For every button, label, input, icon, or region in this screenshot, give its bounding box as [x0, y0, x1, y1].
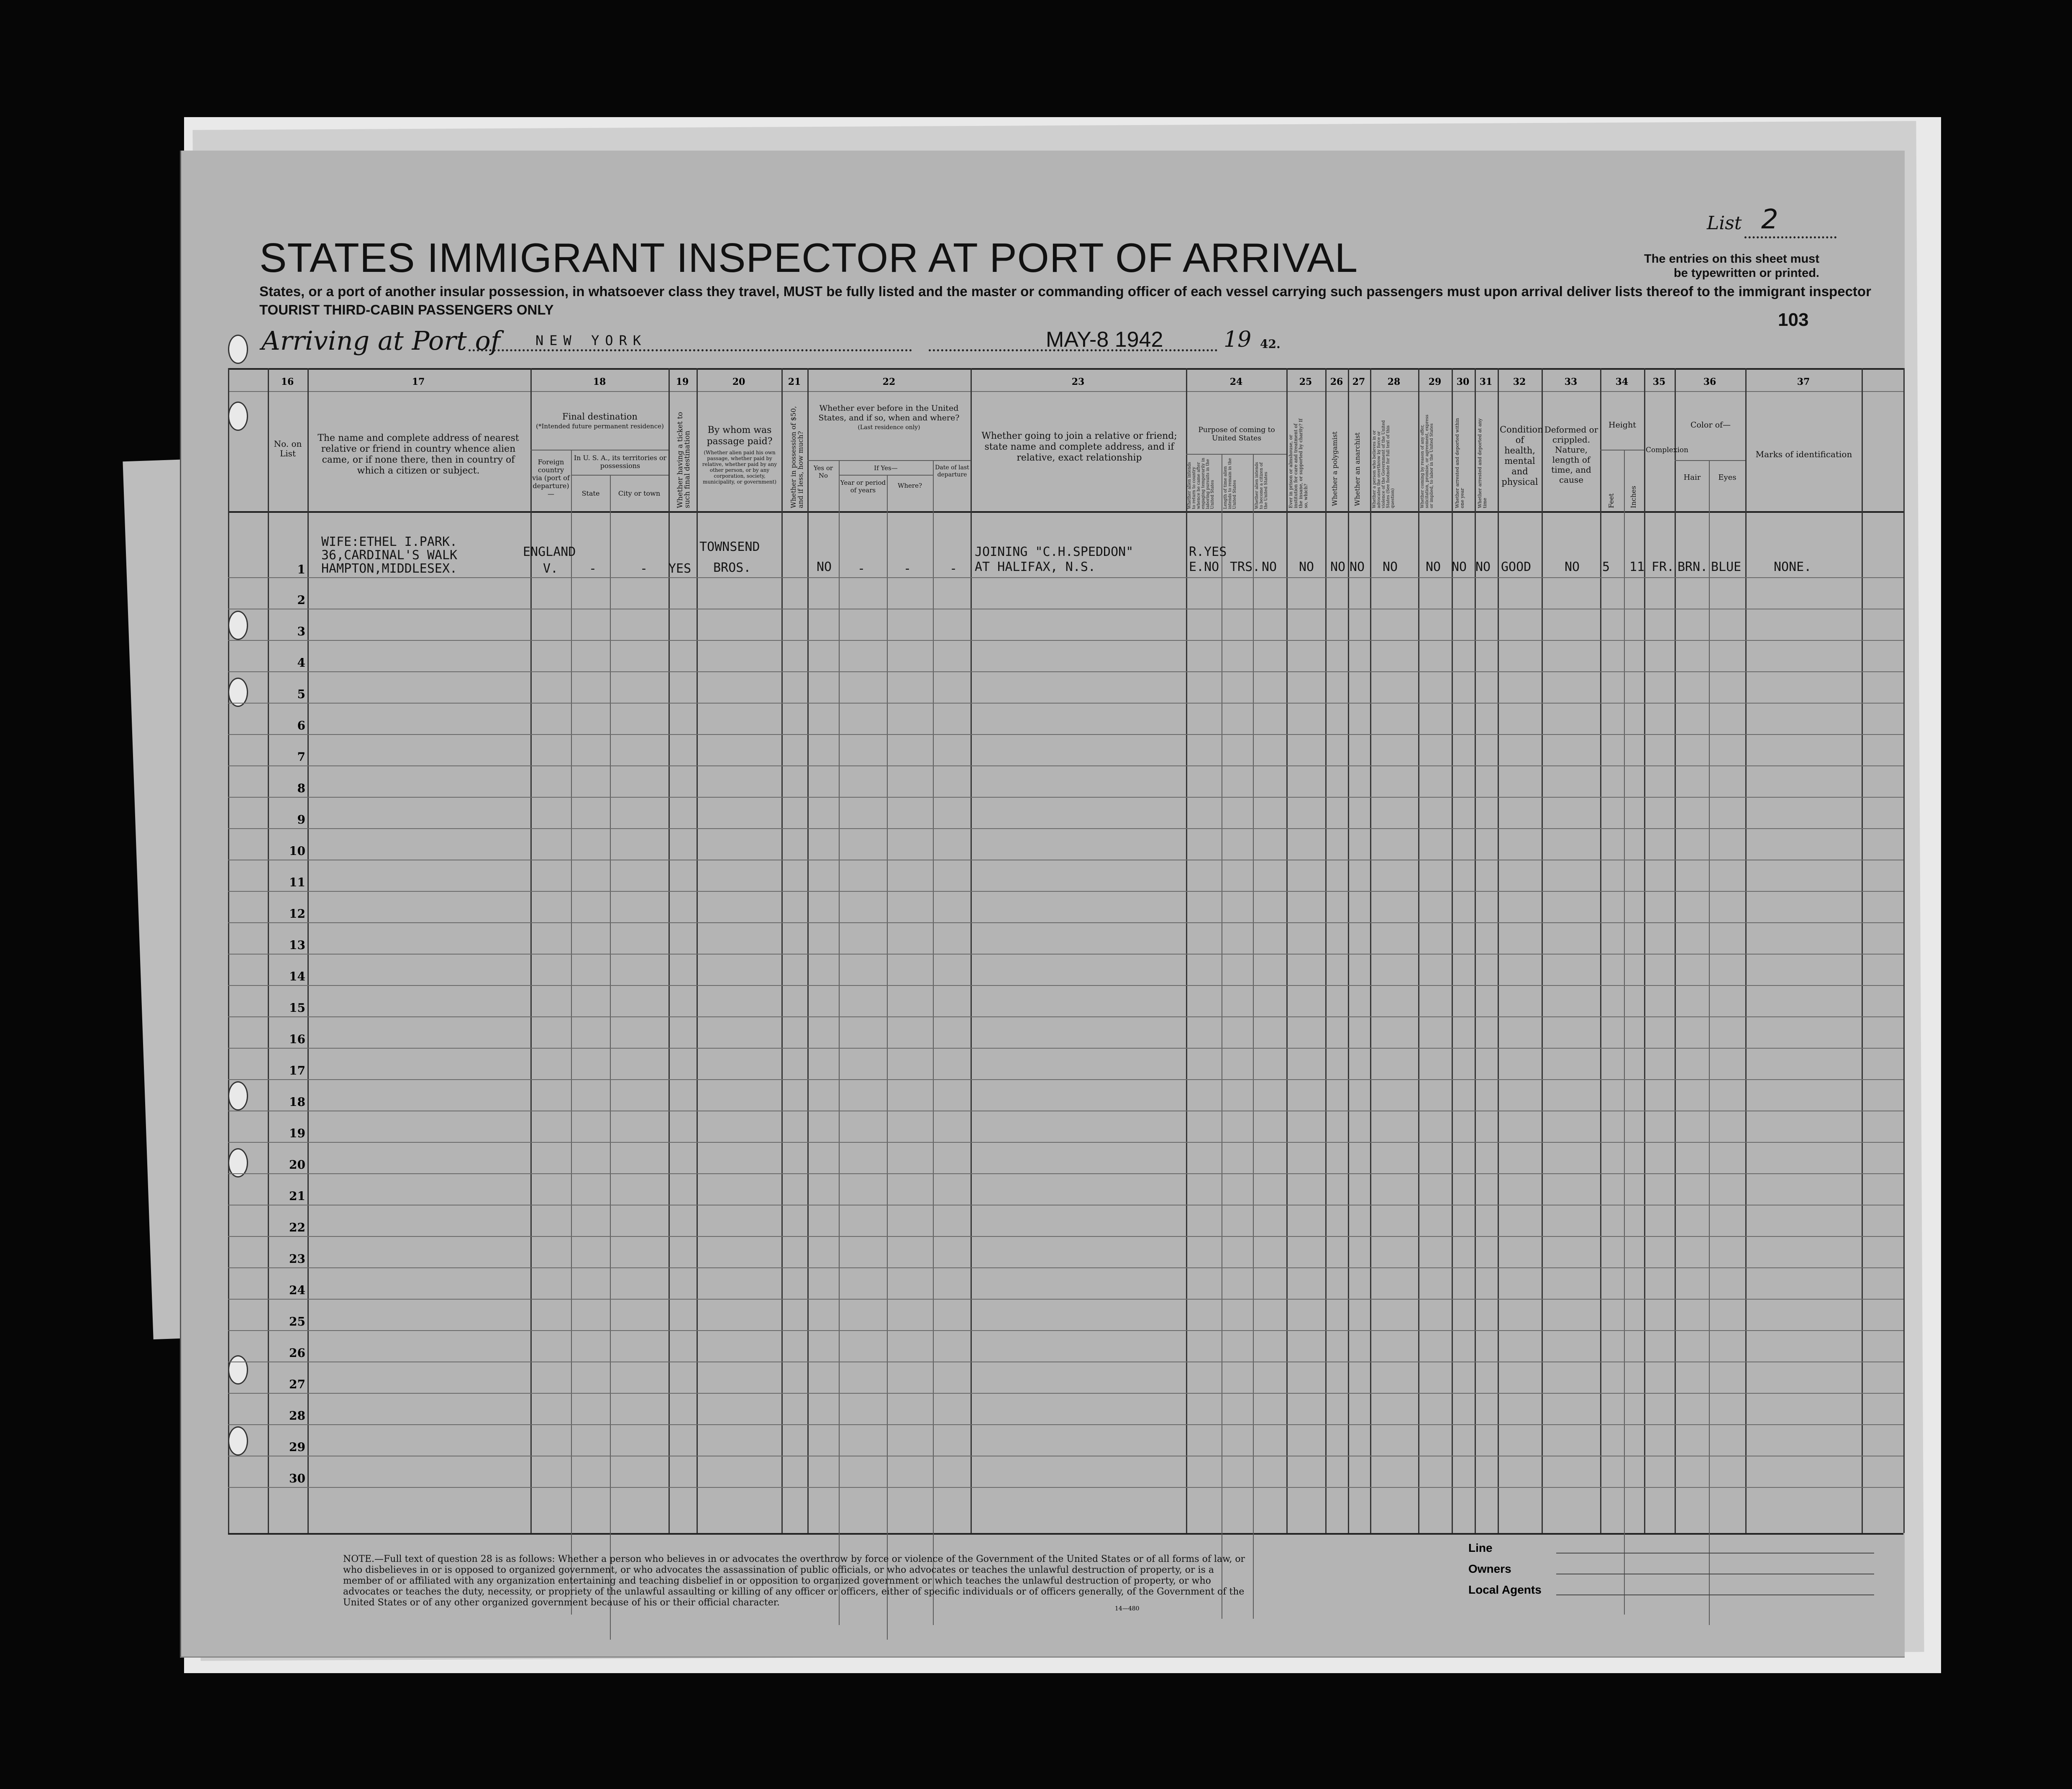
col-rule: [1675, 368, 1676, 1533]
row-number: 2: [297, 593, 305, 607]
header-feet: Feet: [1607, 493, 1615, 508]
row-rule: [228, 1048, 1903, 1049]
row-number: 13: [289, 938, 305, 952]
column-number: 25: [1299, 376, 1312, 387]
row-number: 10: [289, 844, 305, 858]
header-complexion: Complexion: [1646, 446, 1688, 454]
column-number: 21: [788, 376, 801, 387]
row-rule: [228, 1016, 1903, 1017]
row-number: 28: [289, 1409, 305, 1423]
row-rule: [228, 1299, 1903, 1300]
header-foreign-country: Foreign country via (port of departure)—: [532, 458, 570, 498]
col-rule: [1498, 368, 1499, 1533]
row-number: 23: [289, 1252, 305, 1266]
row-number: 19: [289, 1126, 305, 1140]
row-rule: [228, 703, 1903, 704]
relative-name: WIFE:ETHEL I.PARK.: [321, 535, 458, 549]
col-rule: [1644, 368, 1645, 1533]
hair-value: BRN.: [1678, 560, 1708, 574]
row-rule: [228, 797, 1903, 798]
header-if-yes: If Yes—: [874, 464, 898, 472]
owners-label: Owners: [1468, 1562, 1511, 1575]
col-rule: [1253, 454, 1254, 1619]
col-rule: [610, 475, 611, 1640]
foreign-country: ENGLAND: [523, 545, 576, 559]
col-rule: [1542, 368, 1543, 1533]
line-signature-rule: [1556, 1553, 1874, 1554]
column-number: 18: [593, 376, 606, 387]
purpose-return-no: E.NO: [1189, 560, 1219, 574]
col-rule: [839, 460, 840, 1625]
header-advocate: Whether a person who believes in or advocates the overthrow by force or violence of the Government of the United States (See footnote for full text of this question): [1372, 420, 1395, 508]
labor-offer-value: NO: [1426, 560, 1441, 574]
row-number: 22: [289, 1221, 305, 1234]
header-joining-relative: Whether going to join a relative or friend; state name and complete address, and if relative, exact relationship: [981, 431, 1177, 463]
col-rule: [1624, 450, 1625, 1615]
row-rule: [228, 640, 1903, 641]
col-rule: [1370, 368, 1371, 1533]
col-rule: [1325, 368, 1327, 1533]
row-rule: [228, 954, 1903, 955]
relative-street: 36,CARDINAL'S WALK: [321, 548, 458, 563]
header-become-citizen: Whether alien intends to become a citizen of the United States: [1255, 462, 1268, 509]
header-before-in-us: [809, 404, 968, 433]
header-last-departure: Date of last departure: [935, 464, 969, 478]
subheader-rule: [807, 460, 971, 461]
col-rule: [1475, 368, 1476, 1533]
joining-line2: AT HALIFAX, N.S.: [975, 560, 1096, 574]
citizen-value: NO: [1262, 560, 1277, 574]
header-deported-any: Whether arrested and deported at any time: [1477, 418, 1488, 508]
passage-paid-note: (Whether alien paid his own passage, whether paid by relative, whether paid by any other person, or by any corporation, society, municipality, or government): [702, 450, 777, 485]
col-rule: [1862, 368, 1863, 1533]
header-prison: Ever in prison or almshouse, or institution for care and treatment of the insane, or supported by charity? If so, which?: [1288, 418, 1309, 508]
col-rule: [668, 368, 670, 1533]
column-number: 33: [1564, 376, 1578, 387]
relative-town: HAMPTON,MIDDLESEX.: [321, 561, 458, 576]
row-number: 27: [289, 1377, 305, 1391]
sheet-number: 103: [1778, 310, 1809, 330]
row-number: 30: [289, 1472, 305, 1485]
state-value: -: [589, 561, 597, 576]
row-rule: [228, 1393, 1903, 1394]
deformed-value: NO: [1565, 560, 1580, 574]
date-stamp: MAY-8 1942: [1046, 328, 1163, 352]
header-purpose: Purpose of coming to United States: [1198, 426, 1275, 443]
col-rule: [807, 368, 809, 1533]
prison-value: NO: [1299, 560, 1314, 574]
row-number: 7: [297, 750, 305, 764]
local-agents-label: Local Agents: [1468, 1583, 1542, 1596]
subheader-rule: [1675, 460, 1745, 461]
header-anarchist: Whether an anarchist: [1353, 432, 1361, 506]
col-rule: [228, 368, 229, 1533]
marks-value: NONE.: [1774, 560, 1812, 574]
column-number: 32: [1513, 376, 1526, 387]
col-rule: [1600, 368, 1601, 1533]
column-number: 23: [1071, 376, 1085, 387]
header-color-of: Color of—: [1690, 420, 1731, 430]
header-nearest-relative: The name and complete address of nearest relative or friend in country whence alien came, or if none there, then in country of which a citizen or subject.: [318, 433, 519, 476]
list-label: List: [1707, 212, 1742, 234]
row-number: 1: [297, 563, 305, 576]
row-rule: [228, 1424, 1903, 1425]
row-rule: [228, 1330, 1903, 1331]
length-of-stay: TRS.: [1230, 560, 1260, 574]
row-number: 25: [289, 1315, 305, 1328]
line-label: Line: [1468, 1541, 1493, 1554]
instruction-text: States, or a port of another insular possession, in whatsoever class they travel, MUST be fully listed and the master or commanding officer of each vessel carrying such passengers must upon arrival deliver lists thereof to the immigrant inspector: [259, 284, 1871, 299]
header-deported-year: Whether arrested and deported within one year: [1455, 418, 1465, 508]
col-rule: [971, 368, 972, 1533]
col-rule: [781, 368, 783, 1533]
last-departure-value: -: [950, 561, 958, 576]
header-deformed: Deformed or crippled. Nature, length of time, and cause: [1544, 425, 1598, 485]
row-number: 17: [289, 1064, 305, 1077]
row-number: 9: [297, 813, 305, 827]
row-number: 11: [289, 875, 305, 889]
row-rule: [228, 891, 1903, 892]
table-top-rule: [228, 368, 1903, 370]
col-rule: [697, 368, 698, 1533]
column-number: 29: [1428, 376, 1442, 387]
header-bottom-rule: [228, 511, 1903, 513]
final-destination-note: (*Intended future permanent residence): [536, 422, 664, 430]
header-years: Year or period of years: [840, 479, 886, 494]
col-rule: [1452, 368, 1453, 1533]
header-passage-paid: [699, 425, 780, 485]
page-title: STATES IMMIGRANT INSPECTOR AT PORT OF ARRIVAL: [259, 235, 1358, 281]
col-rule: [1186, 368, 1187, 1533]
form-number: 14—480: [1115, 1605, 1140, 1612]
col-rule: [307, 368, 309, 1533]
column-number: 37: [1797, 376, 1810, 387]
row-rule: [228, 1267, 1903, 1268]
agents-signature-rule: [1556, 1594, 1874, 1595]
row-rule: [228, 577, 1903, 578]
row-rule: [228, 671, 1903, 672]
joining-line1: JOINING "C.H.SPEDDON": [975, 545, 1134, 559]
row-number: 24: [289, 1283, 305, 1297]
subheader-rule: [839, 475, 933, 476]
row-rule: [228, 1142, 1903, 1143]
col-rule: [887, 475, 888, 1640]
row-number: 6: [297, 719, 305, 732]
header-yes-no: Yes or No: [813, 464, 833, 479]
list-note-line1: The entries on this sheet must: [1644, 252, 1819, 266]
paid-by-line1: TOWNSEND: [699, 540, 760, 554]
row-number: 8: [297, 781, 305, 795]
col-rule: [933, 460, 934, 1625]
before-in-us-value: NO: [817, 560, 832, 574]
arriving-label: Arriving at Port of: [261, 325, 500, 356]
column-number: 30: [1456, 376, 1470, 387]
subheader-rule: [571, 475, 668, 476]
header-in-usa: In U. S. A., its territories or possessions: [574, 454, 667, 470]
where-value: -: [904, 561, 912, 576]
header-city: City or town: [618, 489, 661, 497]
column-number: 28: [1387, 376, 1401, 387]
row-number: 26: [289, 1346, 305, 1360]
deported-year-value: NO: [1452, 560, 1467, 574]
header-marks: Marks of identification: [1755, 449, 1852, 459]
polygamist-value: NO: [1330, 560, 1346, 574]
col-rule: [571, 450, 572, 1615]
column-number: 26: [1330, 376, 1343, 387]
row-number: 15: [289, 1001, 305, 1015]
col-rule: [1709, 460, 1710, 1625]
list-number: 2: [1761, 204, 1778, 235]
column-number: 27: [1352, 376, 1365, 387]
column-number: 17: [412, 376, 425, 387]
paid-by-line2: BROS.: [713, 561, 751, 575]
column-number: 31: [1479, 376, 1493, 387]
header-health: Condition of health, mental and physical: [1500, 425, 1543, 487]
row-rule: [228, 922, 1903, 923]
city-value: -: [640, 561, 648, 576]
col-rule: [1418, 368, 1419, 1533]
row-rule: [228, 1236, 1903, 1237]
ticket-value: YES: [668, 561, 692, 576]
header-no-on-list: No. on List: [274, 439, 302, 458]
col-rule: [1903, 368, 1905, 1533]
column-number-rule: [228, 391, 1903, 392]
column-number: 35: [1652, 376, 1666, 387]
header-height: Height: [1608, 420, 1636, 430]
class-line: TOURIST THIRD-CABIN PASSENGERS ONLY: [259, 302, 554, 317]
row-rule: [228, 985, 1903, 986]
header-final-destination: [533, 412, 666, 431]
row-number: 4: [297, 656, 305, 670]
row-rule: [228, 734, 1903, 735]
year-prefix: 19: [1224, 327, 1252, 352]
list-note-line2: be typewritten or printed.: [1673, 266, 1819, 280]
anarchist-value: NO: [1350, 560, 1365, 574]
port-value: NEW YORK: [535, 333, 647, 348]
column-number: 16: [281, 376, 294, 387]
height-feet-value: 5: [1602, 560, 1610, 574]
footnote-question-28: NOTE.—Full text of question 28 is as follows: Whether a person who believes in or advocates the overthrow by force or violence of the Government of the United States or of all forms of law, or who disbelieves in or is opposed to organized government, or who advocates the assassination of public officials, or who advocates or teaches the unlawful destruction of property, or is a member of or affiliated with any organization entertaining and teaching disbelief in or opposition to organized government or which teaches the unlawful destruction of property, or who advocates or teaches the duty, necessity, or propriety of the unlawful assaulting or killing of any officer or officers, either of specific individuals or of officers generally, of the Government of the United States or of any other organized government because of his or their official character.: [343, 1554, 1245, 1608]
year-suffix: 42.: [1260, 337, 1281, 351]
column-number: 19: [676, 376, 689, 387]
subheader-rule: [1186, 454, 1286, 455]
passage-paid-title: By whom was passage paid?: [707, 425, 773, 447]
column-number: 34: [1615, 376, 1629, 387]
header-purpose-return: Whether alien intends to return to country whence he came after engaging temporarily in laboring pursuits in the United States: [1187, 458, 1215, 509]
purpose-return-yes: R.YES: [1189, 545, 1227, 559]
col-rule: [1286, 368, 1288, 1533]
complexion-value: FR.: [1652, 560, 1675, 574]
row-rule: [228, 765, 1903, 766]
before-in-us-title: Whether ever before in the United States, and if so, when and where?: [818, 404, 960, 422]
column-number: 22: [882, 376, 896, 387]
foreign-port: V.: [543, 561, 558, 576]
row-rule: [228, 1487, 1903, 1488]
row-rule: [228, 1079, 1903, 1080]
row-number: 20: [289, 1158, 305, 1172]
height-inches-value: 11: [1629, 560, 1645, 574]
header-fifty-dollars: Whether in possession of $50, and if less, how much?: [789, 406, 804, 508]
row-number: 16: [289, 1032, 305, 1046]
row-number: 29: [289, 1440, 305, 1454]
header-labor-offer: Whether coming by reason of any offer, solicitation, promise, or agreement, express or implied, to labor in the United States: [1420, 415, 1434, 508]
row-number: 21: [289, 1189, 305, 1203]
row-rule: [228, 828, 1903, 829]
column-number: 36: [1703, 376, 1716, 387]
header-state: State: [581, 489, 600, 497]
row-number: 18: [289, 1095, 305, 1109]
column-number: 24: [1229, 376, 1243, 387]
eyes-value: BLUE: [1711, 560, 1742, 574]
header-where: Where?: [897, 482, 922, 489]
final-destination-title: Final destination: [562, 412, 638, 422]
header-polygamist: Whether a polygamist: [1331, 431, 1339, 506]
health-value: GOOD: [1501, 560, 1532, 574]
header-eyes: Eyes: [1718, 473, 1736, 482]
col-rule: [530, 368, 532, 1533]
advocate-value: NO: [1383, 560, 1398, 574]
row-number: 5: [297, 687, 305, 701]
years-value: -: [858, 561, 866, 576]
row-number: 12: [289, 907, 305, 921]
col-rule: [1745, 368, 1747, 1533]
row-number: 3: [297, 624, 305, 638]
header-inches: Inches: [1629, 486, 1637, 508]
header-hair: Hair: [1683, 473, 1701, 482]
row-number: 14: [289, 970, 305, 983]
table-bottom-rule: [228, 1533, 1903, 1535]
row-rule: [228, 1173, 1903, 1174]
before-in-us-note: (Last residence only): [858, 424, 920, 431]
col-rule: [1348, 368, 1349, 1533]
header-ticket: Whether having a ticket to such final destination: [676, 412, 692, 508]
header-length-stay: Length of time alien intends to remain in the United States: [1223, 458, 1237, 509]
deported-any-value: NO: [1475, 560, 1491, 574]
column-number: 20: [732, 376, 745, 387]
